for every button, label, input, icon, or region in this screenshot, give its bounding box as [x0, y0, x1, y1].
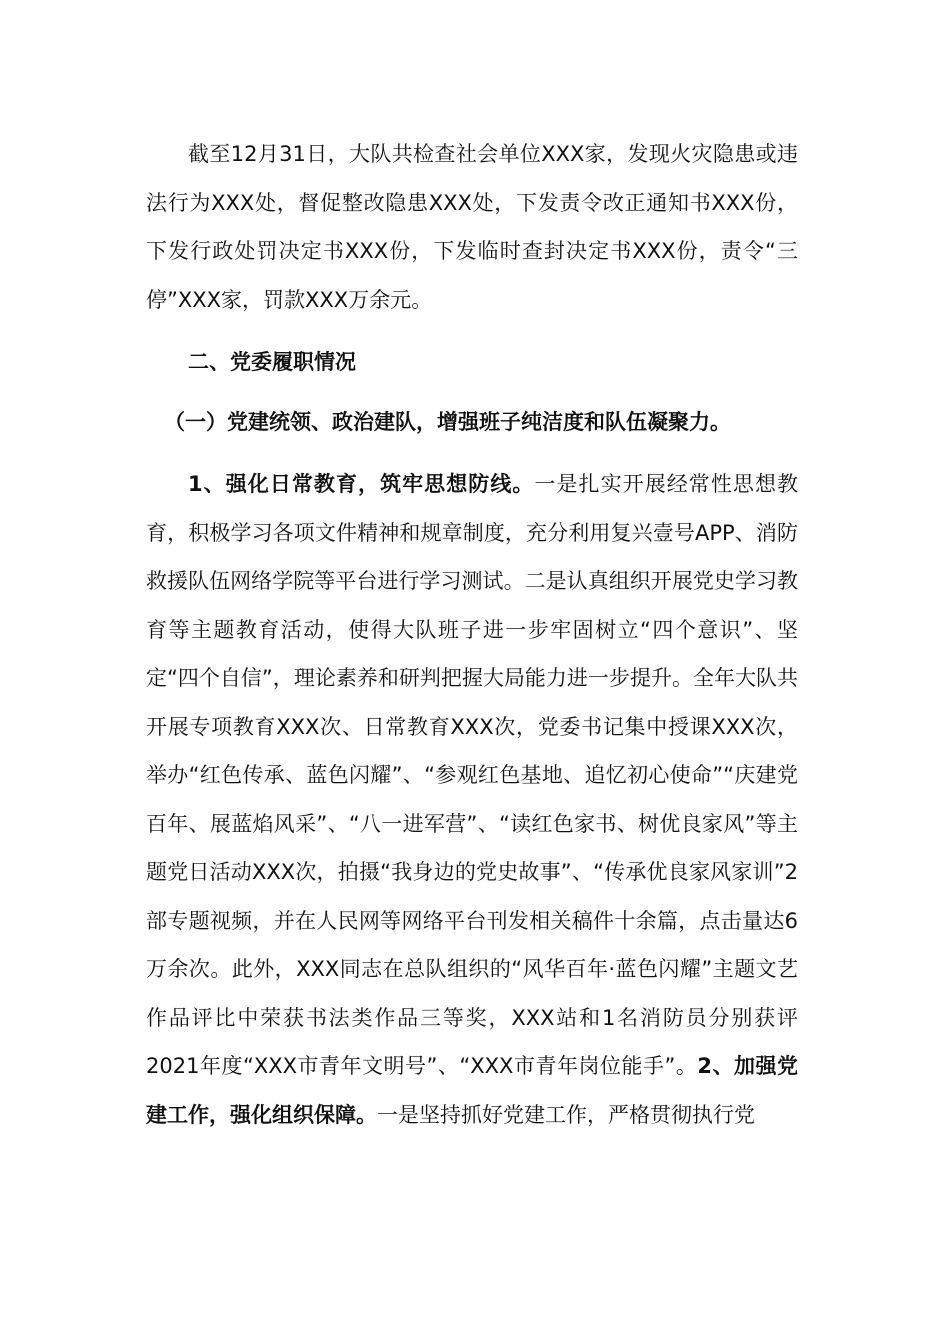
body-party-building: 一是坚持抓好党建工作，严格贯彻执行党 [377, 1102, 755, 1127]
section-heading-party-duties: 二、党委履职情况 [188, 350, 356, 374]
lead-daily-education: 1、强化日常教育，筑牢思想防线。 [188, 472, 535, 496]
lead-party-building: 2、加强党建工作，强化组织保障。 [146, 1054, 798, 1127]
paragraph-daily-education [146, 460, 798, 1139]
body-daily-education: 一是扎实开展经常性思想教育，积极学习各项文件精神和规章制度，充分利用复兴壹号APP、消防救援队伍网络学院等平台进行学习测试。二是认真组织开展党史学习教育等主题教育活动，使得大队班子进一步牢固树立“四个意识”、坚定“四个自信”，理论素养和研判把握大局能力进一步提升。全年大队共开展专项教育XXX次、日常教育XXX次，党委书记集中授课XXX次，举办“红色传承、蓝色闪耀”、“参观红色基地、追忆初心使命”“庆建党百年、展蓝焰风采”、“八一进军营”、“读红色家书、树优良家风”等主题党日活动XXX次，拍摄“我身边的党史故事”、“传承优良家风家训”2部专题视频，并在人民网等网络平台刊发相关稿件十余篇，点击量达6万余次。此外，XXX同志在总队组织的“风华百年·蓝色闪耀”主题文艺作品评比中荣获书法类作品三等奖，XXX站和1名消防员分别获评2021年度“XXX市青年文明号”、“XXX市青年岗位能手”。 [146, 472, 798, 1078]
paragraph-inspection-summary: 截至12月31日，大队共检查社会单位XXX家，发现火灾隐患或违法行为XXX处，督促整改隐患XXX处，下发责令改正通知书XXX份，下发行政处罚决定书XXX份，下发临时查封决定书XXX份，责令“三停”XXX家，罚款XXX万余元。 [146, 142, 798, 312]
subsection-heading-party-building: （一）党建统领、政治建队，增强班子纯洁度和队伍凝聚力。 [164, 410, 731, 434]
